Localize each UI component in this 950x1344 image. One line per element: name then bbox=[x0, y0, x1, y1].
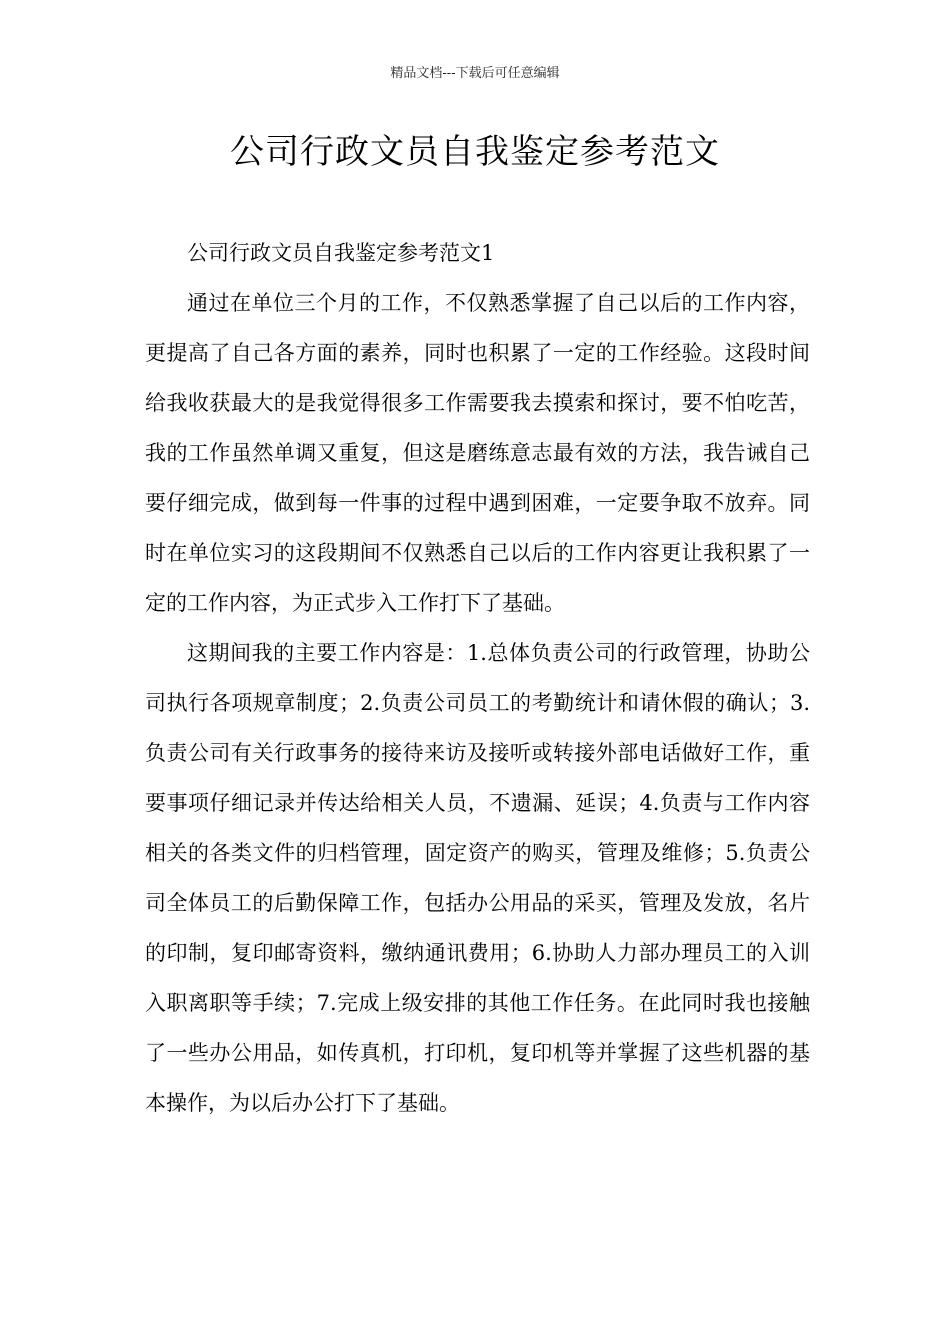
paragraph-2: 这期间我的主要工作内容是：1.总体负责公司的行政管理，协助公司执行各项规章制度；2.负责公司员工的考勤统计和请休假的确认；3.负责公司有关行政事务的接待来访及接听或转接外部电话做好工作，重要事项仔细记录并传达给相关人员，不遗漏、延误；4.负责与工作内容相关的各类文件的归档管理，固定资产的购买，管理及维修；5.负责公司全体员工的后勤保障工作，包括办公用品的采买，管理及发放，名片的印制，复印邮寄资料，缴纳通讯费用；6.协助人力部办理员工的入训入职离职等手续；7.完成上级安排的其他工作任务。在此同时我也接触了一些办公用品，如传真机，打印机，复印机等并掌握了这些机器的基本操作，为以后办公打下了基础。 bbox=[145, 641, 810, 1115]
paragraph-1: 通过在单位三个月的工作，不仅熟悉掌握了自己以后的工作内容，更提高了自己各方面的素养，同时也积累了一定的工作经验。这段时间给我收获最大的是我觉得很多工作需要我去摸索和探讨，要不怕吃苦，我的工作虽然单调又重复，但这是磨练意志最有效的方法，我告诫自己要仔细完成，做到每一件事的过程中遇到困难，一定要争取不放弃。同时在单位实习的这段期间不仅熟悉自己以后的工作内容更让我积累了一定的工作内容，为正式步入工作打下了基础。 bbox=[145, 291, 810, 615]
section-subtitle: 公司行政文员自我鉴定参考范文1 bbox=[187, 241, 495, 265]
document-body bbox=[145, 228, 810, 1128]
header-note: 精品文档---下载后可任意编辑 bbox=[390, 66, 560, 81]
document-title: 公司行政文员自我鉴定参考范文 bbox=[230, 132, 720, 172]
